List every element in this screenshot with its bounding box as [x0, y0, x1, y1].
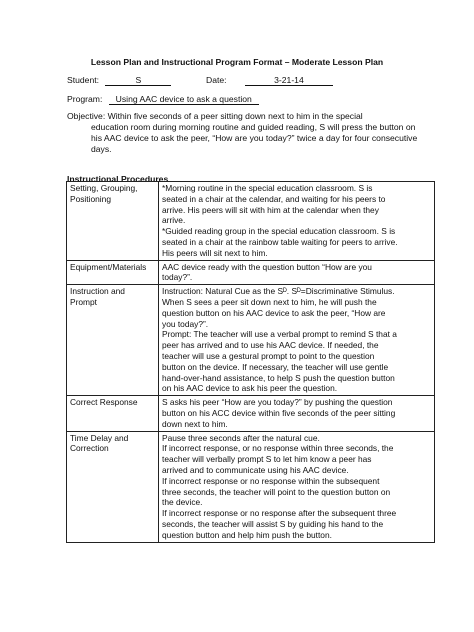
procedure-content-line: seated in a chair at the calendar, and waiting for his peers to [162, 193, 386, 204]
procedure-content-line: arrive. [162, 215, 186, 226]
procedure-content-line: peer has arrived and to use his AAC device. If needed, the [162, 340, 379, 351]
procedure-label-line: Equipment/Materials [70, 261, 147, 272]
date-value: 3-21-14 [245, 75, 333, 86]
procedure-content-line: S asks his peer “How are you today?” by pushing the question [162, 397, 393, 408]
date-line [206, 75, 333, 86]
student-label: Student: [67, 75, 100, 85]
objective-paragraph [67, 111, 433, 155]
procedure-content-line: If incorrect response or no response after the subsequent three [162, 508, 397, 519]
procedure-content-line: today?”. [162, 272, 193, 283]
procedure-content-line: question button on his AAC device to ask the peer, “How are [162, 307, 386, 318]
procedure-label-line: Correct Response [70, 397, 138, 408]
objective-line: education room during morning routine and guided reading, S will press the button on [91, 122, 416, 132]
procedure-content-line: *Guided reading group in the special education classroom. S is [162, 226, 396, 237]
procedure-content-line: down next to him. [162, 418, 228, 429]
procedure-content-line: Pause three seconds after the natural cue. [162, 432, 320, 443]
procedure-label-cell [67, 182, 159, 261]
procedures-table [66, 181, 435, 543]
procedure-content-cell [159, 396, 435, 431]
student-value: S [105, 75, 171, 86]
procedure-label-line: Prompt [70, 296, 97, 307]
procedure-content-line: *Morning routine in the special education classroom. S is [162, 183, 373, 193]
procedure-content-line: If incorrect response, or no response within three seconds, the [162, 443, 394, 454]
procedure-content-line: teacher will use a gestural prompt to point to the question [162, 350, 375, 361]
procedure-label-line: Time Delay and [70, 432, 129, 443]
procedure-content-cell [159, 431, 435, 542]
procedure-content-line: His peers will sit next to him. [162, 247, 268, 258]
procedure-row [67, 260, 435, 285]
procedure-content-line: arrive. His peers will sit with him at the calendar when they [162, 204, 379, 215]
procedure-row [67, 285, 435, 396]
procedure-content-line: Instruction: Natural Cue as the Sᴰ. Sᴰ=Discriminative Stimulus. [162, 286, 395, 297]
procedure-label-cell [67, 431, 159, 542]
procedure-content-line: seconds, the teacher will assist S by guiding his hand to the [162, 518, 384, 529]
procedure-content-line: hand-over-hand assistance, to help S push the question button [162, 372, 395, 383]
document-title: Lesson Plan and Instructional Program Format – Moderate Lesson Plan [90, 57, 384, 67]
procedure-content-line: the device. [162, 497, 203, 508]
procedure-content-line: seated in a chair at the rainbow table waiting for peers to arrive. [162, 236, 398, 247]
procedure-content-line: arrived and to communicate using his AAC device. [162, 464, 349, 475]
procedure-content-line: When S sees a peer sit down next to him, he will push the [162, 296, 377, 307]
objective-line: his AAC device to ask the peer, “How are you today?” twice a day for four consecutive [91, 133, 418, 143]
procedure-label-line: Positioning [70, 193, 111, 204]
objective-line: Objective: Within five seconds of a peer sitting down next to him in the special [67, 111, 363, 121]
procedure-label-line: Correction [70, 443, 109, 454]
student-line [67, 75, 171, 86]
procedure-label-cell [67, 260, 159, 285]
program-value: Using AAC device to ask a question [109, 94, 259, 105]
procedure-content-line: button on the device. If necessary, the teacher will use gentle [162, 361, 389, 372]
program-line [67, 94, 259, 105]
procedure-content-line: Prompt: The teacher will use a verbal prompt to remind S that a [162, 329, 397, 340]
procedure-row [67, 182, 435, 261]
procedure-content-line: three seconds, the teacher will point to the question button on [162, 486, 391, 497]
procedure-content-line: button on his ACC device within five seconds of the peer sitting [162, 407, 396, 418]
procedure-content-line: question button and help him push the button. [162, 529, 332, 540]
procedure-content-cell [159, 182, 435, 261]
procedure-content-line: AAC device ready with the question button “How are you [162, 261, 372, 272]
procedure-content-cell [159, 285, 435, 396]
procedures-heading: Instructional Procedures [67, 174, 169, 184]
procedure-content-line: on his AAC device to ask his peer the question. [162, 383, 338, 394]
procedure-label-cell [67, 285, 159, 396]
program-label: Program: [67, 94, 103, 104]
procedure-row [67, 396, 435, 431]
procedure-content-line: teacher will verbally prompt S to let him know a peer has [162, 454, 372, 465]
procedure-content-cell [159, 260, 435, 285]
date-label: Date: [206, 75, 227, 85]
procedure-label-line: Instruction and [70, 286, 125, 297]
procedure-content-line: If incorrect response or no response within the subsequent [162, 475, 380, 486]
procedure-row [67, 431, 435, 542]
objective-line: days. [91, 144, 112, 154]
procedure-content-line: you today?”. [162, 318, 209, 329]
procedure-label-cell [67, 396, 159, 431]
procedure-label-line: Setting, Grouping, [70, 183, 138, 193]
